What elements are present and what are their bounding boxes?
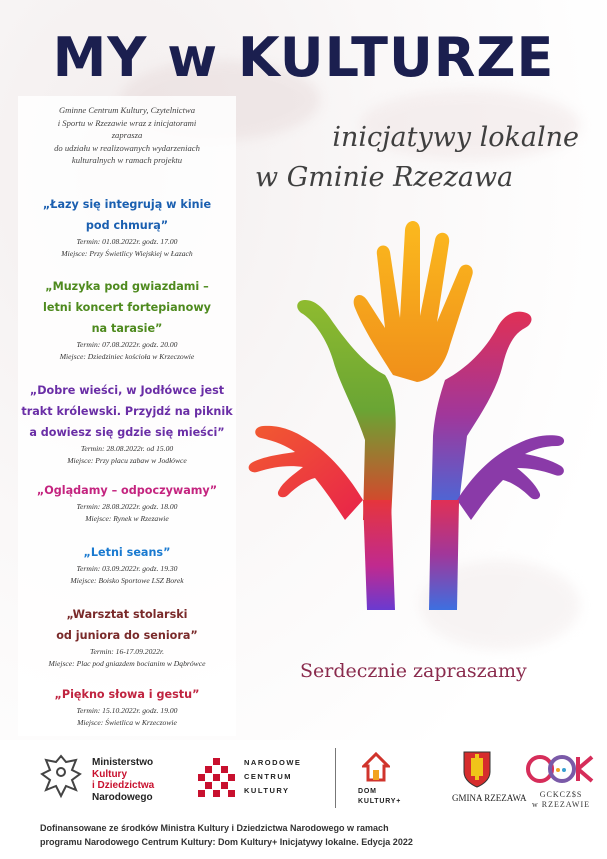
orange-hand <box>354 221 473 382</box>
nck-logo-line: NARODOWE <box>244 758 302 767</box>
event-item <box>18 480 236 524</box>
gmina-coat-of-arms-icon <box>462 750 492 788</box>
funding-note <box>40 821 413 849</box>
event-title-line: „Łazy się integrują w kinie <box>42 198 212 211</box>
ministry-logo-line: Ministerstwo <box>92 757 154 768</box>
event-date: Termin: 28.08.2022r. od 15.00 <box>80 444 174 453</box>
event-title-line: pod chmurą” <box>85 219 169 232</box>
poster-subtitle-line1: inicjatywy lokalne <box>332 122 579 153</box>
event-title-line: „Dobre wieści, w Jodłówce jest <box>29 384 225 397</box>
event-item <box>18 380 236 466</box>
ministry-logo-line: Narodowego <box>92 791 153 803</box>
event-title-line: na tarasie” <box>91 322 163 335</box>
event-item <box>18 276 236 362</box>
ministry-logo-line: Kultury <box>92 768 127 780</box>
event-place: Miejsce: Boisko Sportowe LSZ Borek <box>70 575 184 585</box>
event-date: Termin: 28.08.2022r. godz. 18.00 <box>76 502 178 511</box>
event-title-line: „Warsztat stolarski <box>66 608 188 621</box>
event-place: Miejsce: Plac pod gniazdem bocianim w Dąbrówce <box>48 658 206 668</box>
gok-logo-icon <box>526 751 598 787</box>
event-date: Termin: 03.09.2022r. godz. 19.30 <box>76 564 178 573</box>
intro-line: Gminne Centrum Kultury, Czytelnictwa <box>58 105 196 115</box>
gok-logo-text <box>532 790 590 810</box>
logo-divider <box>335 748 336 808</box>
intro-line: zaprasza <box>111 130 143 140</box>
house-icon <box>362 752 390 784</box>
event-date: Termin: 15.10.2022r. godz. 19.00 <box>76 706 178 715</box>
intro-line: do udziału w realizowanych wydarzeniach <box>54 142 200 153</box>
intro-line: kulturalnych w ramach projektu <box>71 155 183 165</box>
events-column <box>18 96 236 736</box>
event-place: Miejsce: Przy Świetlicy Wiejskiej w Łazach <box>61 248 193 258</box>
event-title-line: letni koncert fortepianowy <box>43 301 211 314</box>
polish-eagle-emblem-icon <box>36 752 86 802</box>
ministry-logo-text <box>92 757 154 803</box>
event-title-line: trakt królewski. Przyjdź na piknik <box>21 405 233 418</box>
event-date: Termin: 16-17.09.2022r. <box>90 647 164 656</box>
invitation-text: Serdecznie zapraszamy <box>300 660 527 682</box>
ministry-logo-line: i Dziedzictwa <box>92 780 155 791</box>
event-place: Miejsce: Świetlica w Krzeczowie <box>77 717 177 727</box>
funding-line: Dofinansowane ze środków Ministra Kultury i Dziedzictwa Narodowego w ramach <box>40 823 389 833</box>
central-stem-right <box>429 500 459 610</box>
event-item <box>18 194 236 259</box>
poster-title: MY w KULTURZE <box>52 26 555 89</box>
event-title-line: „Piękno słowa i gestu” <box>54 688 200 701</box>
event-place: Miejsce: Rynek w Rzezawie <box>85 513 169 523</box>
event-item <box>18 542 236 586</box>
event-item <box>18 684 236 728</box>
right-purple-hand <box>457 435 564 520</box>
event-date: Termin: 07.08.2022r. godz. 20.00 <box>76 340 178 349</box>
gok-logo-line: GCKCZ$S <box>539 790 583 799</box>
event-title-line: od juniora do seniora” <box>56 629 198 642</box>
dk-logo-line: DOM <box>358 788 377 795</box>
event-title-line: „Muzyka pod gwiazdami – <box>45 280 209 293</box>
intro-text <box>18 96 236 167</box>
funding-line: programu Narodowego Centrum Kultury: Dom Kultury+ Inicjatywy lokalne. Edycja 2022 <box>40 837 413 847</box>
event-title-line: „Oglądamy – odpoczywamy” <box>36 484 218 497</box>
event-item <box>18 604 236 669</box>
left-red-hand <box>249 426 363 520</box>
event-title-line: a dowiesz się gdzie się mieści” <box>29 426 225 439</box>
event-place: Miejsce: Dziedziniec kościoła w Krzeczowie <box>59 351 195 361</box>
gok-logo-line: w RZEZAWIE <box>532 800 591 809</box>
nck-logo-line: KULTURY <box>244 786 290 795</box>
event-date: Termin: 01.08.2022r. godz. 17.00 <box>76 237 178 246</box>
event-title-line: „Letni seans” <box>83 546 171 559</box>
nck-logo-text <box>244 756 301 798</box>
poster-subtitle-line2: w Gminie Rzezawa <box>255 162 514 193</box>
central-stem-left <box>363 500 395 610</box>
colorful-hands-illustration <box>245 200 565 620</box>
gmina-logo-text: GMINA RZEZAWA <box>452 793 527 803</box>
dk-logo-line: KULTURY+ <box>358 798 402 805</box>
intro-line: i Sportu w Rzezawie wraz z inicjatorami <box>57 117 197 128</box>
dom-kultury-logo-text <box>358 787 401 807</box>
nck-logo-icon <box>198 758 236 800</box>
nck-logo-line: CENTRUM <box>244 772 292 781</box>
event-place: Miejsce: Przy placu zabaw w Jodłówce <box>67 455 187 465</box>
